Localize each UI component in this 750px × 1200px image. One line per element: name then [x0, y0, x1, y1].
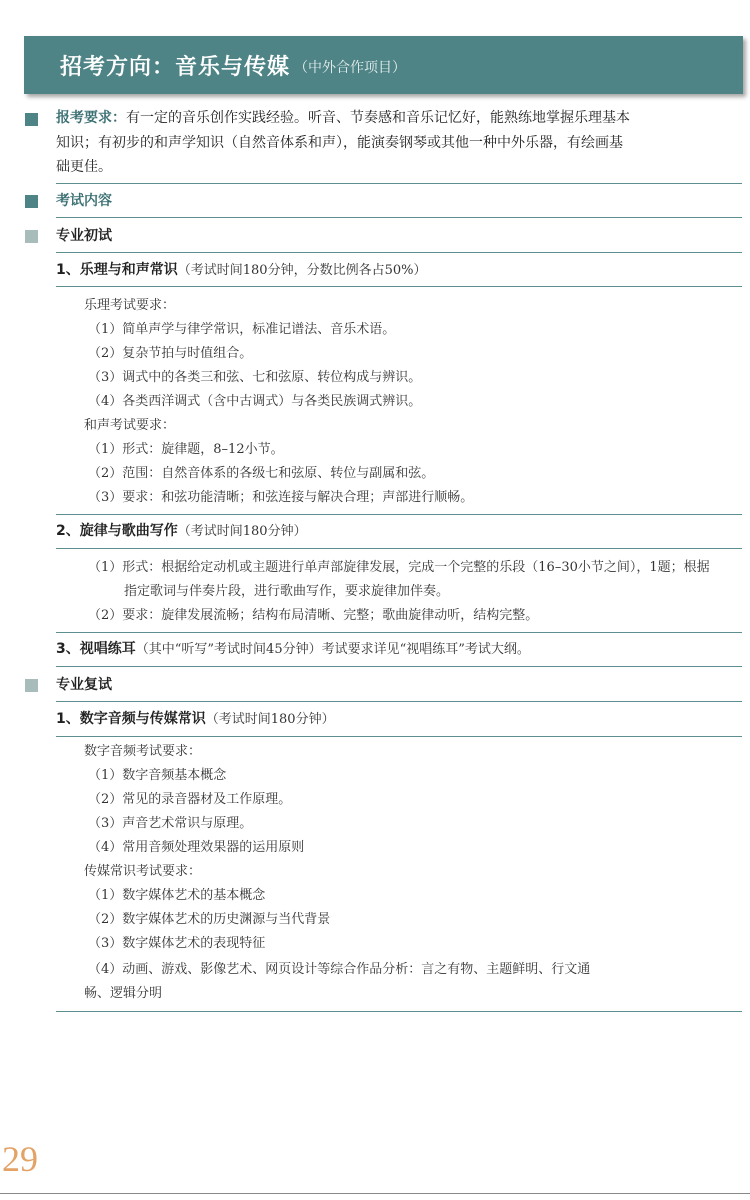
divider	[56, 183, 742, 184]
list-item: （3）声音艺术常识与原理。	[88, 816, 253, 831]
list-item: （1）简单声学与律学常识，标准记谱法、音乐术语。	[88, 322, 396, 337]
divider	[56, 736, 742, 737]
divider	[56, 632, 742, 633]
prelim-section1-heading	[56, 258, 742, 283]
section-marker-dark	[25, 195, 38, 208]
list-item: （2）要求：旋律发展流畅；结构布局清晰、完整；歌曲旋律动听，结构完整。	[88, 608, 539, 623]
divider	[56, 1011, 742, 1012]
retest-section1-title: 1、数字音频与传媒常识	[56, 711, 206, 727]
list-item: （3）调式中的各类三和弦、七和弦原、转位构成与辨识。	[88, 370, 422, 385]
prelim-section3-heading	[56, 637, 742, 662]
footer-line	[0, 1193, 750, 1194]
list-item: （2）数字媒体艺术的历史渊源与当代背景	[88, 912, 331, 927]
header-banner	[24, 36, 743, 94]
list-item: （4）动画、游戏、影像艺术、网页设计等综合作品分析：言之有物、主题鲜明、行文通	[88, 962, 591, 977]
list-item: （1）形式：旋律题，8–12小节。	[88, 442, 284, 457]
prelim-section3-note: （其中“听写”考试时间45分钟）考试要求详见“视唱练耳”考试大纲。	[135, 642, 530, 657]
prelim-section2-note: （考试时间180分钟）	[177, 524, 307, 539]
retest-section1-note: （考试时间180分钟）	[205, 712, 335, 727]
list-item: （2）范围：自然音体系的各级七和弦原、转位与副属和弦。	[88, 466, 435, 481]
divider	[56, 252, 742, 253]
list-item: （1）数字媒体艺术的基本概念	[88, 888, 266, 903]
prelim-heading: 专业初试	[56, 228, 112, 244]
prelim-section1-note: （考试时间180分钟，分数比例各占50%）	[177, 263, 427, 278]
page-number: 29	[2, 1139, 38, 1179]
divider	[56, 701, 742, 702]
requirement-line-3: 础更佳。	[56, 159, 112, 175]
list-item: （1）形式：根据给定动机或主题进行单声部旋律发展，完成一个完整的乐段（16–30小节之间），1题；根据指定歌词与伴奏片段，进行歌曲写作，要求旋律加伴奏。	[88, 560, 710, 599]
list-item: （3）数字媒体艺术的表现特征	[88, 936, 266, 951]
list-item: （2）常见的录音器材及工作原理。	[88, 792, 292, 807]
prelim-section3-title: 3、视唱练耳	[56, 641, 136, 657]
page-subtitle: （中外合作项目）	[294, 60, 407, 76]
list-item: 和声考试要求：	[84, 418, 176, 433]
requirement-text-1: 有一定的音乐创作实践经验。听音、节奏感和音乐记忆好，能熟练地掌握乐理基本	[126, 110, 630, 126]
list-item: （2）复杂节拍与时值组合。	[88, 346, 253, 361]
page-title: 招考方向：音乐与传媒	[60, 54, 291, 80]
section-marker-light	[25, 679, 38, 692]
retest-section1-heading	[56, 707, 742, 732]
list-item: （4）常用音频处理效果器的运用原则	[88, 840, 305, 855]
divider	[56, 217, 742, 218]
list-item: （3）要求：和弦功能清晰；和弦连接与解决合理；声部进行顺畅。	[88, 490, 474, 505]
prelim-section1-title: 1、乐理与和声常识	[56, 262, 178, 278]
divider	[56, 514, 742, 515]
section-marker-dark	[25, 113, 38, 126]
exam-content-heading: 考试内容	[56, 193, 112, 209]
list-item: 数字音频考试要求：	[84, 744, 202, 759]
list-item-continued: 畅、逻辑分明	[84, 986, 163, 1001]
list-item: （4）各类西洋调式（含中古调式）与各类民族调式辨识。	[88, 394, 422, 409]
section-marker-light	[25, 230, 38, 243]
retest-heading: 专业复试	[56, 677, 112, 693]
list-item: （1）数字音频基本概念	[88, 768, 227, 783]
divider	[56, 666, 742, 667]
prelim-section2-title: 2、旋律与歌曲写作	[56, 523, 178, 539]
requirement-line-2: 知识；有初步的和声学知识（自然音体系和声），能演奏钢琴或其他一种中外乐器，有绘画基	[56, 135, 623, 151]
requirement-line-1	[56, 106, 742, 130]
list-item: 传媒常识考试要求：	[84, 864, 202, 879]
prelim-section2-heading	[56, 519, 742, 544]
divider	[56, 286, 742, 287]
divider	[56, 548, 742, 549]
requirement-label: 报考要求：	[56, 110, 126, 126]
list-item: 乐理考试要求：	[84, 298, 176, 313]
